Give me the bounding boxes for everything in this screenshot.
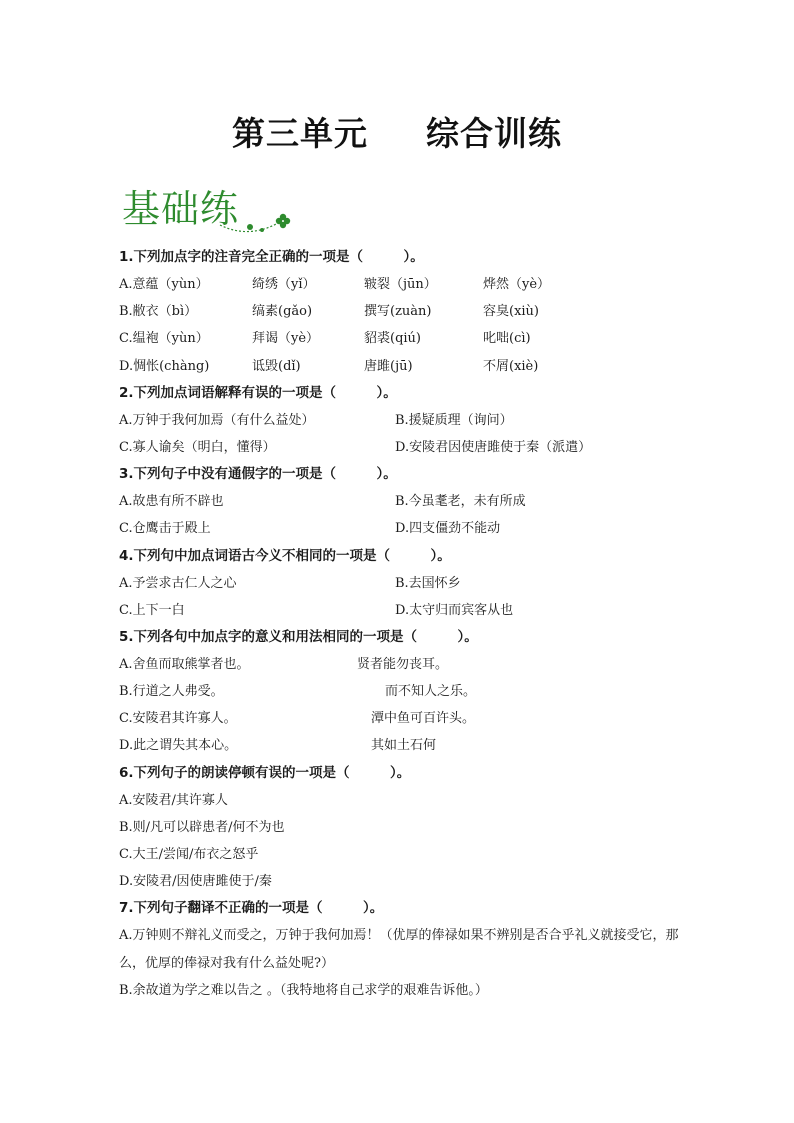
option-row: A.舍鱼而取熊掌者也。 贤者能勿丧耳。 <box>119 656 449 672</box>
option-row: C.仓鹰击于殿上 D.四支僵劲不能动 <box>119 521 501 537</box>
option-row: A.万钟于我何加焉（有什么益处） B.援疑质理（询问） <box>119 412 513 428</box>
option-row: A.安陵君/其许寡人 <box>119 792 228 808</box>
question-6: 6.下列句子的朗读停顿有误的一项是（ ）。 <box>119 764 411 781</box>
option-row: D.惆怅(chàng) 诋毁(dǐ) 唐雎(jū) 不屑(xiè) <box>119 358 539 374</box>
badge-label: 基础练 <box>122 187 240 231</box>
option-paragraph: B.余故道为学之难以告之 。（我特地将自己求学的艰难告诉他。） <box>119 982 488 998</box>
option-row: B.敝衣（bì） 缟素(gǎo) 撰写(zuàn) 容臭(xiù) <box>119 304 540 320</box>
option-row: C.大王/尝闻/布衣之怒乎 <box>119 847 259 862</box>
question-5: 5.下列各句中加点字的意义和用法相同的一项是（ ）。 <box>119 628 478 645</box>
title-unit: 第三单元 <box>232 114 368 153</box>
option-row: A.予尝求古仁人之心 B.去国怀乡 <box>119 575 461 591</box>
question-7: 7.下列句子翻译不正确的一项是（ ）。 <box>119 900 384 917</box>
question-4: 4.下列句中加点词语古今义不相同的一项是（ ）。 <box>119 547 451 564</box>
page-title <box>0 108 794 155</box>
option-row: C.寡人谕矣（明白，懂得） D.安陵君因使唐雎使于秦（派遣） <box>119 439 592 455</box>
clover-icon <box>120 183 300 243</box>
option-row: C.缊袍（yùn） 拜谒（yè） 貂裘(qiú) 叱咄(cì) <box>119 331 531 347</box>
option-row: C.上下一白 D.太守归而宾客从也 <box>119 602 514 618</box>
option-row: B.则/凡可以辟患者/何不为也 <box>119 819 285 835</box>
question-1: 1.下列加点字的注音完全正确的一项是（ ）。 <box>119 249 424 265</box>
option-row: A.意蕴（yùn） 绮绣（yǐ） 皲裂（jūn） 烨然（yè） <box>119 277 551 292</box>
option-row: B.行道之人弗受。 而不知人之乐。 <box>119 684 477 700</box>
option-paragraph: A.万钟则不辩礼义而受之，万钟于我何加焉！（优厚的俸禄如果不辨别是否合乎礼义就接受它，那么，优厚的俸禄对我有什么益处呢?） <box>119 928 679 971</box>
option-row: A.故患有所不辟也 B.今虽耄老，未有所成 <box>119 494 526 510</box>
title-topic: 综合训练 <box>426 114 562 153</box>
option-row: D.安陵君/因使唐雎使于/秦 <box>119 874 272 890</box>
section-badge <box>120 183 300 243</box>
option-row: C.安陵君其许寡人。 潭中鱼可百许头。 <box>119 711 476 727</box>
option-row: D.此之谓失其本心。 其如土石何 <box>119 738 437 754</box>
question-3: 3.下列句子中没有通假字的一项是（ ）。 <box>119 466 397 483</box>
question-list <box>119 244 699 1004</box>
question-2: 2.下列加点词语解释有误的一项是（ ）。 <box>119 384 397 401</box>
